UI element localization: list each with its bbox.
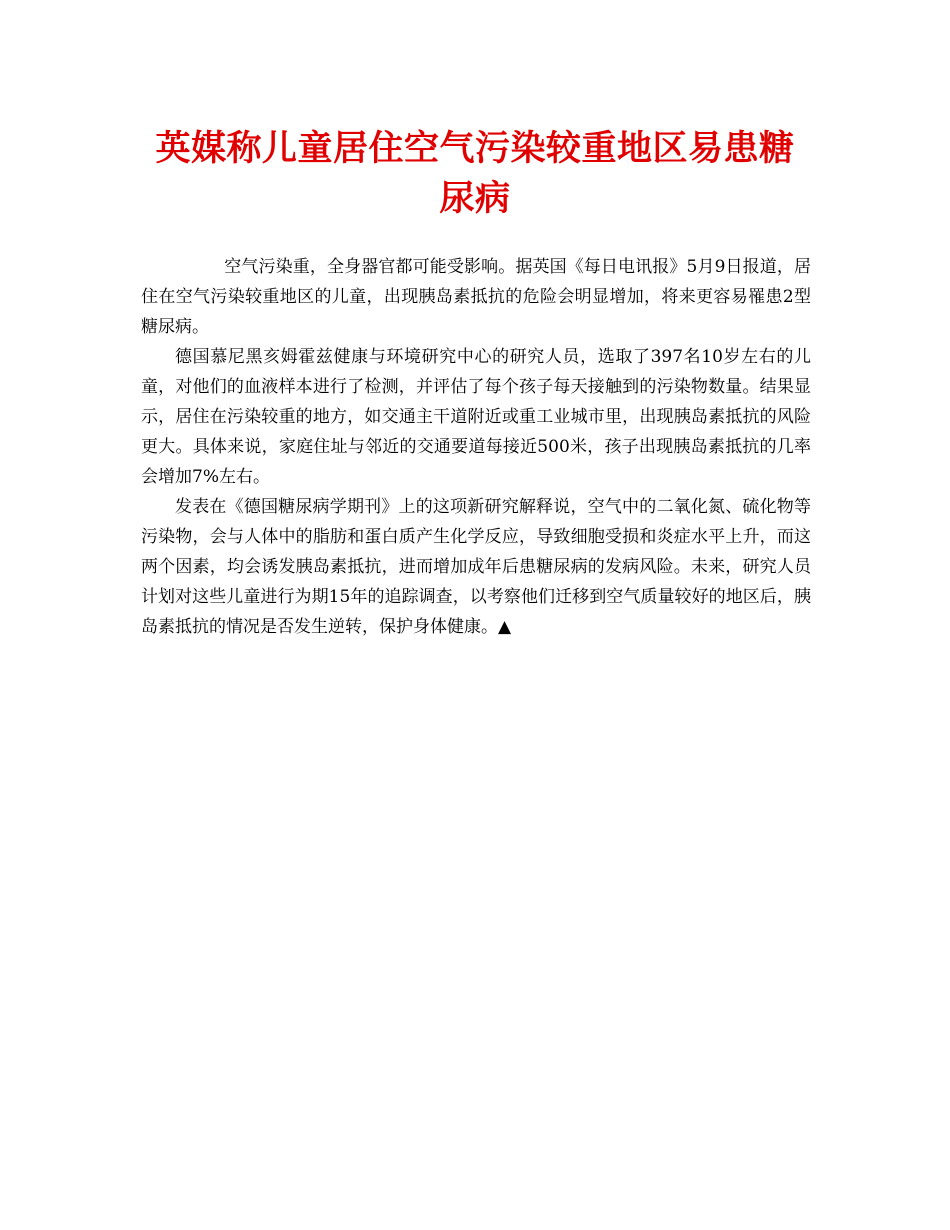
document-body bbox=[141, 252, 811, 642]
paragraph-2: 德国慕尼黑亥姆霍兹健康与环境研究中心的研究人员，选取了397名10岁左右的儿童，对他们的血液样本进行了检测，并评估了每个孩子每天接触到的污染物数量。结果显示，居住在污染较重的地方，如交通主干道附近或重工业城市里，出现胰岛素抵抗的风险更大。具体来说，家庭住址与邻近的交通要道每接近500米，孩子出现胰岛素抵抗的几率会增加7%左右。 bbox=[141, 347, 811, 487]
paragraph-1: 空气污染重，全身器官都可能受影响。据英国《每日电讯报》5月9日报道，居住在空气污染较重地区的儿童，出现胰岛素抵抗的危险会明显增加，将来更容易罹患2型糖尿病。 bbox=[141, 257, 811, 337]
paragraph-3: 发表在《德国糖尿病学期刊》上的这项新研究解释说，空气中的二氧化氮、硫化物等污染物，会与人体中的脂肪和蛋白质产生化学反应，导致细胞受损和炎症水平上升，而这两个因素，均会诱发胰岛素抵抗，进而增加成年后患糖尿病的发病风险。未来，研究人员计划对这些儿童进行为期15年的追踪调查，以考察他们迁移到空气质量较好的地区后，胰岛素抵抗的情况是否发生逆转，保护身体健康。▲ bbox=[141, 497, 811, 637]
document-title: 英媒称儿童居住空气污染较重地区易患糖尿病 bbox=[155, 128, 795, 219]
